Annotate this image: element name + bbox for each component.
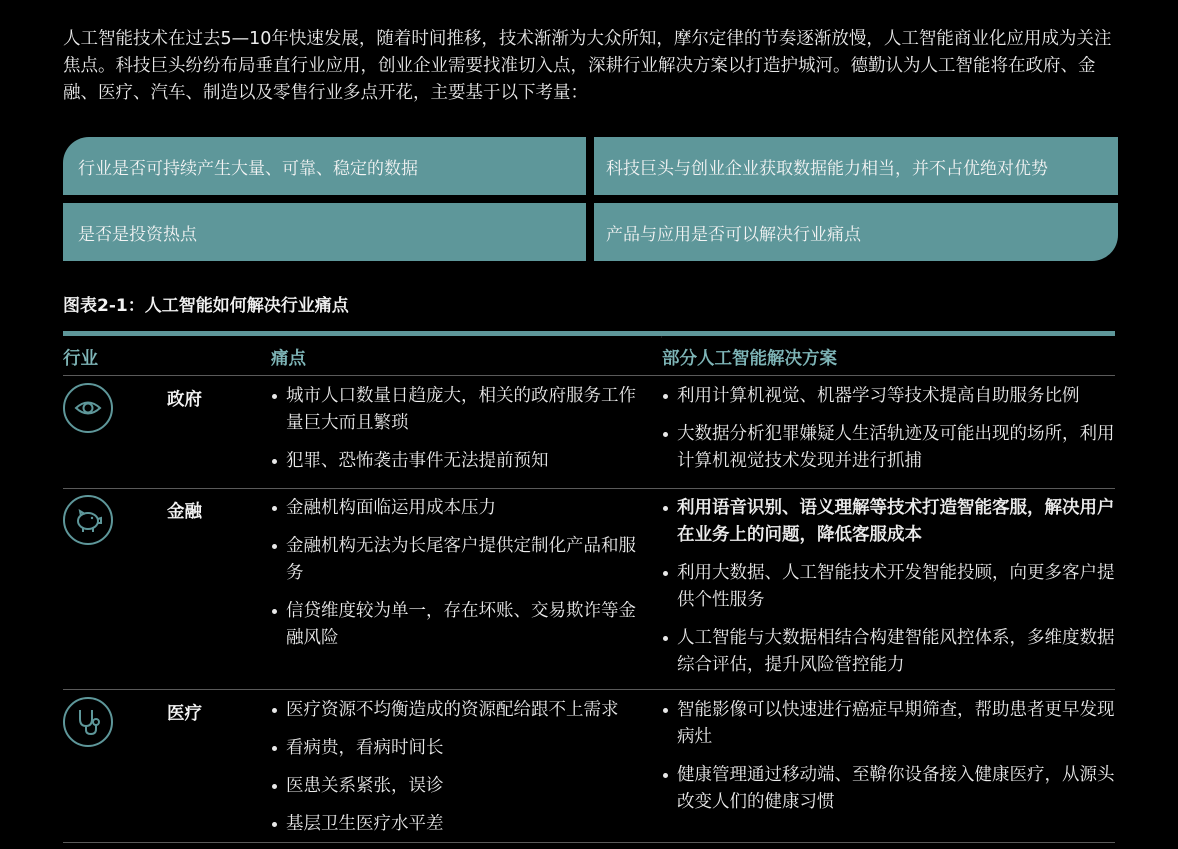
stethoscope-icon bbox=[63, 697, 113, 747]
column-header-pain: 痛点 bbox=[271, 349, 306, 369]
pain-item: 医疗资源不均衡造成的资源配给跟不上需求 bbox=[270, 697, 652, 724]
pain-item: 信贷维度较为单一，存在坏账、交易欺诈等金融风险 bbox=[270, 598, 652, 652]
industry-name: 医疗 bbox=[167, 704, 202, 724]
solution-item: 健康管理通过移动端、至鞥你设备接入健康医疗，从源头改变人们的健康习惯 bbox=[661, 762, 1117, 816]
industry-name: 金融 bbox=[167, 502, 202, 522]
table-row bbox=[63, 488, 1115, 689]
table-top-rule bbox=[63, 331, 1115, 336]
pain-list bbox=[270, 383, 652, 486]
solution-list bbox=[661, 697, 1117, 827]
pain-item: 金融机构面临运用成本压力 bbox=[270, 495, 652, 522]
factor-grid bbox=[63, 137, 1118, 261]
solution-item: 利用计算机视觉、机器学习等技术提高自助服务比例 bbox=[661, 383, 1117, 410]
pain-item: 医患关系紧张，误诊 bbox=[270, 773, 652, 800]
pain-item: 犯罪、恐怖袭击事件无法提前预知 bbox=[270, 448, 652, 475]
piggy-bank-icon bbox=[63, 495, 113, 545]
solution-item: 利用大数据、人工智能技术开发智能投顾，向更多客户提供个性服务 bbox=[661, 560, 1117, 614]
pain-item: 基层卫生医疗水平差 bbox=[270, 811, 652, 838]
pain-list bbox=[270, 495, 652, 663]
solution-item: 大数据分析犯罪嫌疑人生活轨迹及可能出现的场所，利用计算机视觉技术发现并进行抓捕 bbox=[661, 421, 1117, 475]
eye-icon bbox=[63, 383, 113, 433]
pain-item: 金融机构无法为长尾客户提供定制化产品和服务 bbox=[270, 533, 652, 587]
solution-list bbox=[661, 383, 1117, 486]
solution-item: 智能影像可以快速进行癌症早期筛查，帮助患者更早发现病灶 bbox=[661, 697, 1117, 751]
solution-item: 利用语音识别、语义理解等技术打造智能客服，解决用户在业务上的问题，降低客服成本 bbox=[661, 495, 1117, 549]
intro-paragraph: 人工智能技术在过去5—10年快速发展，随着时间推移，技术渐渐为大众所知，摩尔定律的节奏逐渐放慢，人工智能商业化应用成为关注焦点。科技巨头纷纷布局垂直行业应用，创业企业需要找准切入点，深耕行业解决方案以打造护城河。德勤认为人工智能将在政府、金融、医疗、汽车、制造以及零售行业多点开花，主要基于以下考量： bbox=[63, 29, 1112, 103]
solution-item: 人工智能与大数据相结合构建智能风控体系，多维度数据综合评估，提升风险管控能力 bbox=[661, 625, 1117, 679]
column-header-solution: 部分人工智能解决方案 bbox=[662, 349, 837, 369]
factor-box: 是否是投资热点 bbox=[63, 203, 586, 261]
factor-box: 产品与应用是否可以解决行业痛点 bbox=[594, 203, 1118, 261]
pain-item: 城市人口数量日趋庞大，相关的政府服务工作量巨大而且繁琐 bbox=[270, 383, 652, 437]
table-row bbox=[63, 375, 1115, 488]
industry-name: 政府 bbox=[167, 390, 202, 410]
pain-list bbox=[270, 697, 652, 849]
row-divider bbox=[63, 842, 1115, 843]
figure-caption: 图表2-1：人工智能如何解决行业痛点 bbox=[63, 296, 349, 316]
solution-list bbox=[661, 495, 1117, 690]
factor-box: 科技巨头与创业企业获取数据能力相当，并不占优绝对优势 bbox=[594, 137, 1118, 195]
column-header-industry: 行业 bbox=[63, 349, 98, 369]
factor-box: 行业是否可持续产生大量、可靠、稳定的数据 bbox=[63, 137, 586, 195]
pain-item: 看病贵，看病时间长 bbox=[270, 735, 652, 762]
header-divider bbox=[661, 336, 662, 338]
table-row bbox=[63, 689, 1115, 847]
